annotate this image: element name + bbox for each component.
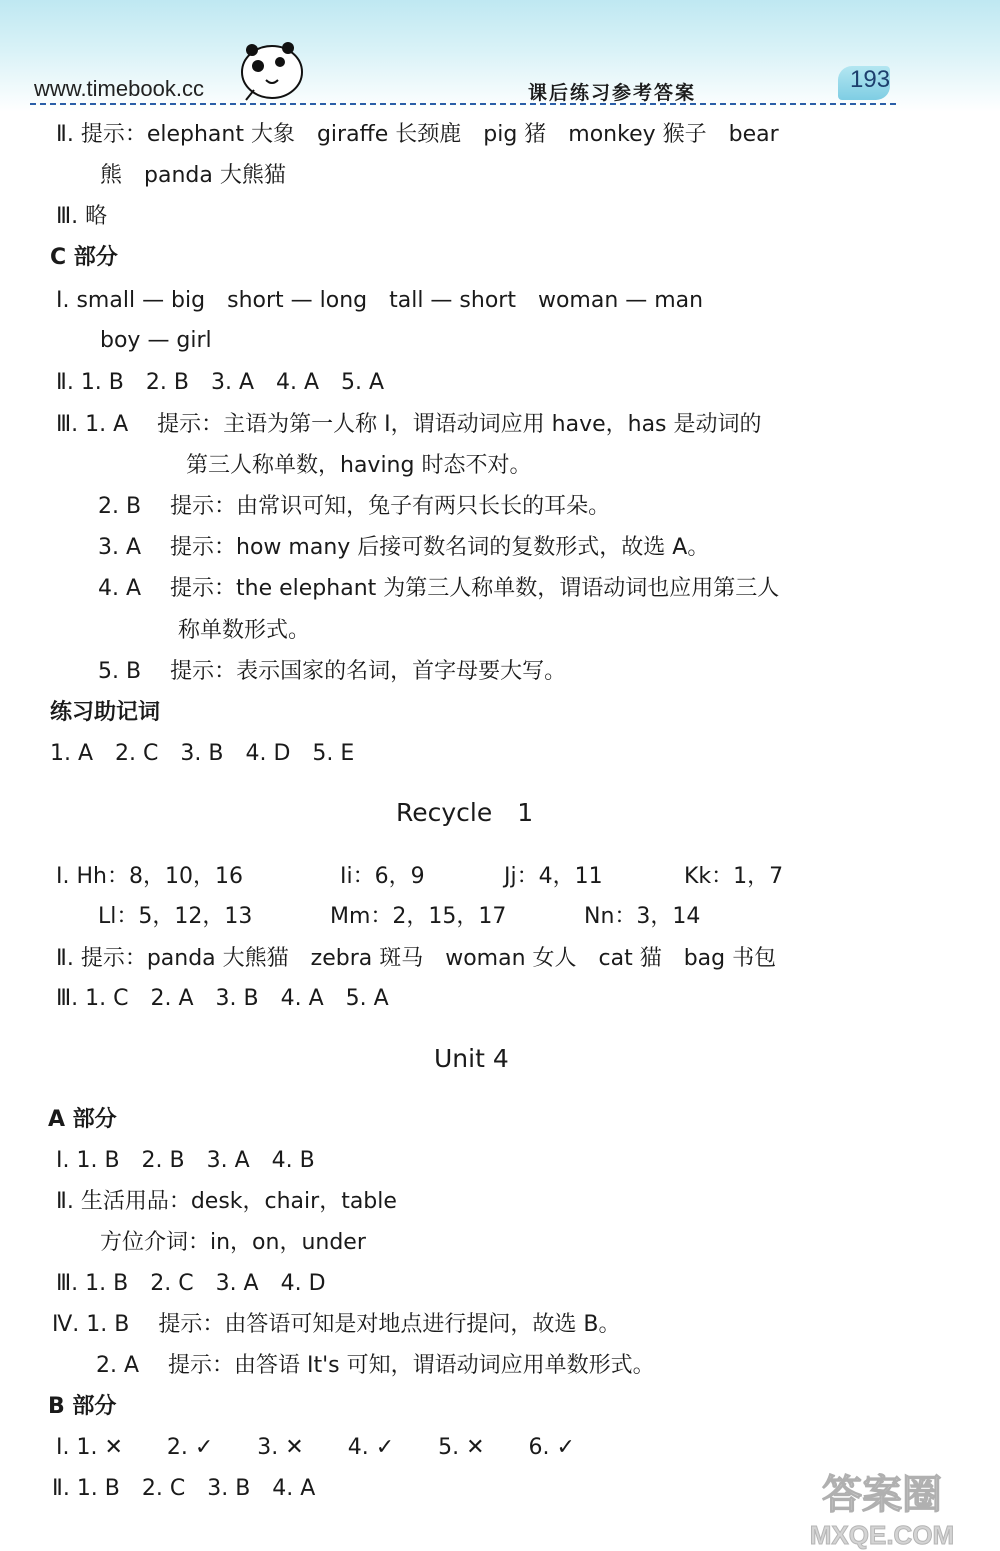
header-title: 课后练习参考答案 bbox=[528, 82, 697, 104]
answer-line: Ⅰ. 1. ✕ 2. ✓ 3. ✕ 4. ✓ 5. ✕ 6. ✓ bbox=[56, 1435, 575, 1460]
answer-line: Ⅱ. 提示：panda 大熊猫 zebra 斑马 woman 女人 cat 猫 bag 书包 bbox=[56, 946, 777, 971]
answer-line: 熊 panda 大熊猫 bbox=[100, 163, 286, 188]
answer-line: Jj：4，11 bbox=[504, 864, 603, 889]
answer-line: Ⅲ. 略 bbox=[56, 204, 108, 229]
answer-line: 第三人称单数，having 时态不对。 bbox=[186, 453, 532, 478]
answer-line: Ⅰ. Hh：8，10，16 bbox=[56, 864, 243, 889]
section-heading: 练习助记词 bbox=[50, 700, 161, 725]
answer-line: Ll：5，12，13 bbox=[98, 904, 253, 929]
page-number: 193 bbox=[850, 66, 891, 93]
svg-text:答案圈: 答案圈 bbox=[822, 1472, 942, 1518]
answer-line: Ⅲ. 1. A 提示：主语为第一人称 I，谓语动词应用 have，has 是动词的 bbox=[56, 412, 762, 437]
answer-line: Ⅰ. small — big short — long tall — short woman — man bbox=[56, 288, 704, 313]
answer-line: 2. A 提示：由答语 It's 可知，谓语动词应用单数形式。 bbox=[96, 1353, 655, 1378]
answer-line: 方位介词：in，on，under bbox=[100, 1230, 366, 1255]
answer-line: 3. A 提示：how many 后接可数名词的复数形式，故选 A。 bbox=[98, 535, 710, 560]
section-heading: B 部分 bbox=[48, 1394, 117, 1419]
answer-line: Ⅲ. 1. C 2. A 3. B 4. A 5. A bbox=[56, 986, 389, 1011]
answer-line: Ⅰ. 1. B 2. B 3. A 4. B bbox=[56, 1148, 315, 1173]
answer-line: Ⅲ. 1. B 2. C 3. A 4. D bbox=[56, 1271, 326, 1296]
answer-line: Kk：1，7 bbox=[684, 864, 784, 889]
answer-line: boy — girl bbox=[100, 328, 212, 353]
panda-mascot-icon bbox=[236, 40, 308, 102]
answer-line: Ⅱ. 1. B 2. B 3. A 4. A 5. A bbox=[56, 370, 385, 395]
header-rule bbox=[30, 103, 896, 105]
svg-text:MXQE.COM: MXQE.COM bbox=[809, 1520, 955, 1550]
answer-line: 5. B 提示：表示国家的名词，首字母要大写。 bbox=[98, 659, 567, 684]
answer-line: Mm：2，15，17 bbox=[330, 904, 507, 929]
answer-line: Ⅱ. 提示：elephant 大象 giraffe 长颈鹿 pig 猪 monkey 猴子 bear bbox=[56, 122, 779, 147]
watermark-logo bbox=[772, 1466, 992, 1550]
site-url: www.timebook.cc bbox=[34, 76, 204, 101]
unit-heading: Unit 4 bbox=[434, 1044, 509, 1073]
answer-line: Nn：3，14 bbox=[584, 904, 701, 929]
answer-line: 1. A 2. C 3. B 4. D 5. E bbox=[50, 741, 355, 766]
answer-line: 2. B 提示：由常识可知，兔子有两只长长的耳朵。 bbox=[98, 494, 611, 519]
answer-line: Ⅱ. 生活用品：desk，chair，table bbox=[56, 1189, 397, 1214]
answer-line: 称单数形式。 bbox=[178, 618, 311, 643]
answer-line: Ⅱ. 1. B 2. C 3. B 4. A bbox=[52, 1476, 316, 1501]
section-heading: C 部分 bbox=[50, 245, 118, 270]
answer-line: 4. A 提示：the elephant 为第三人称单数，谓语动词也应用第三人 bbox=[98, 576, 780, 601]
unit-heading: Recycle 1 bbox=[396, 798, 534, 827]
section-heading: A 部分 bbox=[48, 1107, 117, 1132]
answer-line: Ii：6，9 bbox=[340, 864, 425, 889]
answer-line: Ⅳ. 1. B 提示：由答语可知是对地点进行提问，故选 B。 bbox=[52, 1312, 621, 1337]
